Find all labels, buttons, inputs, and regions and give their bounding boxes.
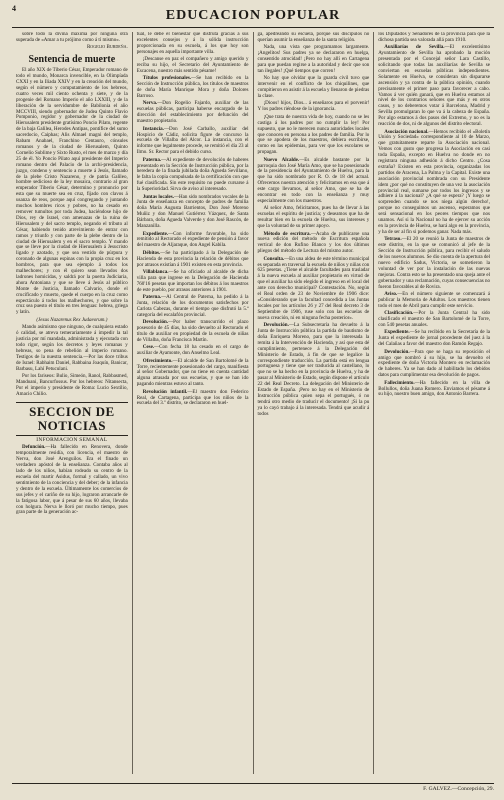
news-item-body: —Al Central de Paterna, ha pedido á la Junta, relación de los documentos satisfechos por Carlota Cabezas, durante el tiempo que disfrutó la 5.ª categoría del escalafón provincial. (136, 294, 249, 318)
news-item-body: —Por la Junta Central ha sido clasificado el maestro de San Bartolomé de la Torre, con 540 pesetas anuales. (378, 310, 490, 328)
page-number: 4 (12, 4, 16, 13)
news-item-head: Clasificación. (384, 310, 414, 317)
news-item-body: —La Subsecretaría ha devuelto á la Junta de Instrucción pública la partida de bautismo de doña Enriqueta Moreno, para que la interesada la remita á la Intervención de Hacienda, y así que esta dé cumplimiento, pertenece á la Delegación del Ministerio de Estado, á fin de que se legalice la correspondiente traducción. La partida está en lengua portuguesa y tiene que ser traducida al castellano, lo que no se ha hecho en la provincia de Huelva, y ha de pasar al Ministerio de Estado, según dispone el artículo 22 del Real Decreto. La delegación del Ministerio de Estado de España. ¡Pero no hay en el Ministerio de Instrucción pública quien sepa el portugués, ó no tendrá otro medio de traducir el documento! ¡Si la pu ya lo cayó trabajo á la interesada. Tendrá que acudir á todos (257, 322, 370, 417)
column-2 (132, 32, 253, 774)
article-paragraph: Por los fariseos: Bulio, Simeón, Ranol, Rabbasmed, Mandoani, Bancurfossus. Por los hebreos: Nitansecta, Por el imperio y presidente de Roma: Lucio Sextilio, Amacio Chilio. (16, 372, 128, 397)
news-item-body: —Se ha recibido en la Secretaría de la Junta el expediente de jornal procedente del juez á la del Calañas a favor del maestro don Ramón Regajo. (378, 329, 490, 348)
news-item (137, 158, 249, 193)
news-item-body: —Se han recibido en la Sección de Instrucción pública, los títulos de maestros de doña María Manrique Mora y doña Dolores Barroso. (136, 75, 249, 100)
news-item-body: —Es alcalde bastante por la parroquia don José María Amo, que se ha posesionado de la presidencia del Ayuntamiento de Huelva, para la que ha sido nombrado por R. O. de 18 del actual. Ofrecemos nuestra atención y felicitamos en esa que á este cargo llevamos, al señor Amo, que se ha de encontrar en todo con la enseñanza y muy especialmente con los maestros. (257, 156, 370, 204)
news-item-head: Aviso. (384, 290, 398, 297)
masthead-title: EDUCACION POPULAR (12, 8, 494, 28)
news-item-body: —Para que se haga su reposición el amigo que nombró á su hijo, se ha devuelto el expediente de doña Victoria Montero en reclamación de haberes. Ya se han dado al habilitado los debidos datos para cumplimentar esa devolución de pagos. (378, 348, 490, 379)
news-item (378, 330, 490, 348)
footer (12, 783, 494, 794)
article-paragraph: ¡Dioos! hijos, Dios... á enseñaros para el porvenir! Y los padres riéndose de la ignorancia. (257, 100, 370, 113)
news-item (137, 232, 249, 250)
news-item (137, 76, 249, 100)
section-subtitle: INFORMACION SEMANAL (36, 436, 108, 443)
news-item-head: Nuevo Alcalde. (263, 156, 300, 163)
news-item-body: —El 20 se reunió la Junta de maestros de este distrito, en la que se comunicó al jefe de la Sección de Instrucción pública, para recibir el saludo de los nuevos alumnos. Se dio cuenta de la apertura del nuevo edificio Sadus, Victoria, se sometieron la voluntad de ver por la instalación de las nuevas mejoras. Contra esto se ha presentado una queja ante el gobernador y una reclamación, cuyas consecuencias no fueron favorables al de Rovira. (378, 236, 490, 290)
news-item (378, 350, 490, 380)
news-item-body: —Ha fallecido en Renovera, donde temporalmente residía, con licencia, el maestro de Nerva, don José Arenguilos. Era el finado un verdadero apóstol de la enseñanza. Contaba años al lado de los niños, habían rodeado su centro de la escuela del martir Asidus, formal y callado, un vivo sentimiento de la conciencia y del deber; de la infancia y dentro de la escuela. Últimamente los comercios de sus jefes y el cariño de su hijo, lograron arrancarle de la fatigosa labor, que á pesar de sus 60 años, llevaba con holgura. Nerva le lloró por mucho tiempo, pues gran parte de la generación ac- (16, 444, 128, 516)
news-item-head: Paterna. (142, 156, 162, 163)
article-paragraph: No hay que olvidar que la guarda civil tuvo que intervenir en el conflicto de los chiquilines, que compitieron en asistir á la escuela y llenaron de piedras la clase. (257, 75, 370, 100)
news-item (137, 295, 249, 319)
news-item-body: —Al expediente de devolución de haberes presentado en la Sección de Instrucción pública, por la heredera de la finada jubilada doña Agueda Sevillano, le falta la copia compulsada de la certificación con que fué clasificada. Sin este requisito no puede cursarse á la Superioridad. Sirva de aviso al interesado. (136, 156, 249, 193)
news-item-body: —Con fecha 18 ha cesado en el cargo de auxiliar de Ayamonte, don Anselmo Leal. (136, 344, 249, 357)
news-item-body: —Don Rogelio Fajardo, auxiliar de las escuelas públicas, participa haberse encargado de la dirección del establecimiento por defunción del maestro propietario. (136, 100, 249, 125)
news-item (378, 130, 490, 236)
news-item-body: —Hemos recibido el «Boletín Unión y Sociedad» correspondiente al 10 de Marzo, que gratuitamente reparte la Asociación nacional. Vemos con gusto que progresa la Asociación en casi toda España, excepto en Huelva no donde en no registrara ninguna adhesión á dicho Centro. ¿Cosa extraña? Existen en esta provincia, organizadas los partidos de Aracena, La Palma y la Capital. Existe una asociación provincial nombrada con su Presidente idem ¿por qué no constituyen de una vez la asociación provincial real, sumarse por todos los ingresos y se adhiere á la nacional? ¿A qué se espera? ¡Y luego se sorprenden cuando se nos niega algún derecho!, porque no conseguimos un ascenso, esperamos que será sensacional en los peores tiempos que nos unamos. Así si la Nacional no ha de ejercer su acción en la provincia de Huelva, se hará algo en la provincia, y ha de ser al fin si podemos ganar. Nada más. (378, 128, 490, 235)
news-item-head: Consulta. (263, 255, 285, 262)
news-item-head: Devolución. (384, 348, 410, 355)
news-item-body: —Han sido nombrados vocales de la Junta de enseñanza en concepto de padres de familia doña María Augusta Barrientos, Don José Moreno Muñiz y don Manuel Gutiérrez Vázquez, de Santa Bárbara, doña Agueda Valverde y don José Rascón, de Manzanilla. (136, 193, 249, 230)
article-paragraph: ¡Que trata de nuestra vida de hoy, cuando no se les castiga á los padres por no cumplir la ley! Por supuesto, que no le merecen nunca autoridades locales que conocen en persona a los padres de familia. Por lo que se apodera de los maestros, debiera escribirse, como en las epidemias, para ver que los escolares se propagan. (257, 113, 370, 156)
article-paragraph: El año XIX de Tiberio César, Emperador romano de todo el mundo, Monarca invencible, en la Olimpíada CXXI y en la Iliada XXIV y en la creación del mundo, según el número y computamiento de los hebreos, cuatro veces mil ciento ochenta y siete, y de la progenie del Romano Imperio el año LXXIII, y de la liberación de la servidumbre de Babilonia el año MCCVIII, siendo gobernador de Judea Quinto Flavio Pomponio, regidor y gobernador de la ciudad de Hierusalem presidente gratísimo Poncio Pilato, regente de la baja Galilea, Herodes Antipas, pontífice del sumo sacerdocio, Caiphas; Alis Almael magni del templo, Rabam Anabael, Franchino Centauro, cónsules romanos y de la ciudad de Hierusalem, Quinto Cornelio Sublime y Sixto Rusto, el mes de marzo y día 25 de él. Yo Poncio Pilato aquí presidente del Imperio romano dentro del Palacio de la archi-presidencia, juzgo, condeno y sentencio a muerte á Jesús, llamado de la plebe Cristo Nazareno, y de patria Galileo, hombre sedicioso de la ley mosaica, contrario al gran emperador Tiberio César, determino y pronuncio por esta que su muerte sea en cruz, fijado con clavos á usanza de reos, porque aquí congregando y juntando muchos hombres ricos y pobres, no ha cesado en remover tumultos por toda Judea, haciéndose hijo de Dios, rey de Israel, con amenazas de la ruina de Hierusalem y del sacro templo, negando el tributo al César, habiendo tenido atrevimiento de entrar con ramos y triunfo y con parte de la plebe dentro de la ciudad de Hierusalem y en el sacro templo. Y mando que se lleve por la ciudad de Hierusalem á Jesucristo ligado y azotado, y que sea vestido de púrpura y coronado de algunas espinas con la propia cruz en los hombros, para que sea ejemplo á todos los malhechores; y con él quiero sean llevados dos ladrones homicidas, y saldrá por la puerta Judiciaria, ahora Antoniana y que se lleve á Jesús al público Monte de Justicia, llamado Calvario, donde el crucificado y muerto, quede el cuerpo en la cruz como espectáculo á todos los malhechores, y que sobre la cruz sea puesto el título en tres lenguas: hebrea, griega y latín. (16, 67, 128, 316)
news-item-body: —En una aldea de este término municipal es separada en traversal la escuela de niños y niñas con 625 pesetas. ¿Tiene el alcalde facultades para trasladar á la nueva escuela al auxiliar propietario en virtud de que el auxiliar ha sido elegido el ingreso en el local del ante con derecho municipal? Contestación. No, según el Real orden de 23 de Noviembre de 1906 dice: «Considerando que la facultad concedida a las Juntas locales por los artículos 26 y 27 del Real decreto 3 de Septiembre de 1906, ruse solo con las escuelas de nueva creación, ni en ninguna fecha posterior». (257, 255, 370, 321)
news-item-head: Método de escritura. (263, 230, 311, 237)
news-item (137, 127, 249, 157)
news-item (137, 270, 249, 294)
news-item-head: Títulos profesionales. (142, 75, 192, 82)
article-paragraph: Mando asímismo que ninguno, de cualquiera estado ó calidad, se atreva temerariamente á impedir la tal justicia por mí mandada, administrada y ejecutada con todo rigor, según los decretos y leyes romanas y hebreas, so pena de rebelión al imperio romano. Testigos de la nuestra sentencia.—Por las doce tribus de Israel: Rabhaim Daniel, Rabbaina Joaquín, Banicar, Barbasu, Lahí Petuculani. (16, 324, 128, 372)
news-item-head: Instancia. (142, 125, 164, 132)
news-item (378, 45, 490, 128)
news-item-head: Ofrecimiento. (142, 357, 173, 364)
news-item-head: Tetraso. (384, 236, 402, 243)
author-signature: Rogelio Burdeña. (86, 44, 128, 51)
column-1 (12, 32, 132, 774)
news-item-head: Nerva. (142, 100, 158, 107)
news-item-head: Paterna. (142, 294, 162, 301)
news-item-body: —Don José Carballo, auxiliar del Hospicio de Cádiz, solicita figure de concurso la escuela de Villalba del Alcor. La instancia, con el informe que legalmente procede, se remitió el día 23 al Ilmo. Sr. Rector para el debido curso. (136, 125, 249, 156)
news-item-head: Auxiliarías de Sevilla. (384, 44, 445, 51)
news-item (137, 195, 249, 230)
news-item-body: —En el número siguiente se comenzará á publicar la Memoria de Adultos. Los maestros tienen todo el mes de Abril para cumplir este servicio. (378, 290, 490, 309)
news-item-body: —El excelentísimo Ayuntamiento de Sevilla ha aprobado la moción presentada por el Concejal señor Lara Castillo, solicitando que todas las auxiliarías de Sevilla se conviertan en escuelas públicas independientes. Solamente en Huelva, se consideran sin dispararse ascensión y ya contra de la pública opinión, cuando precisamente el primer paso para favorecer a cabo. Vamos á ver quién ganará, que en Huelva estamos al nivel de los contrarios señores que más y en otros casos, y no deberemos votar á Barcelona, Madrid y Sevilla promulgaran lo que va á la cabeza de España. Por algo estamos á dos pasos del Extremo, y no es la reacción de dos, ni de algunos del distrito electoral. (378, 44, 491, 128)
news-item-body: —El maestro don Federico Real, de Cartagena, participa que los niños de la escuela del 3.º distrito, se declararon en huel- (136, 388, 249, 407)
news-item (378, 311, 490, 329)
news-item-head: Expediente. (142, 230, 169, 237)
intro-paragraph: sobre todo la divina máxima por ninguna otra superada de «Amar a tu prójimo como á tí mismo». (16, 32, 128, 43)
news-item-head: Devolución. (263, 322, 289, 329)
news-item-head: Débitos. (142, 249, 161, 256)
news-item-body: —El alcalde de San Bartolomé de la Torre, recientemente posesionado del cargo, manifiesta al señor Gobernador, que no tiene en cuenta cantidad alguna atrasada por sus escuelas, y que se han ido pagando mientras estuvo al tanto. (136, 357, 249, 388)
news-item-head: Expediente. (384, 329, 410, 336)
section-banner: SECCION DE NOTICIAS (16, 402, 128, 436)
news-item-body: —Acaba de publicarse una nueva edición del método de Escritura española vertical de don Rufino Blanco y los dos últimos pliegos del método de Lectura del mismo autor. (257, 230, 370, 255)
article-paragraph: ga, apedreando su escuela, porque sus discípulos no querían asumir la enseñanza de la santa religión. (257, 32, 370, 43)
news-item (137, 345, 249, 357)
news-item-head: Asociación nacional. (384, 128, 429, 135)
news-item-body: —Por haber transcurrido el plazo posesorio de 45 días, ha sido devuelto al Rectorado el título de auxiliar en propiedad de la escuela de niñas de Villalba, doña Francisca Martín. (136, 319, 249, 343)
news-item (258, 257, 370, 322)
news-item-head: Fallecimiento. (384, 379, 415, 386)
article-paragraph: tual, le debe el bienestar que disfruta gracias á sus excelentes consejos y á la sólida instrucción proporcionada en su escuela, á los que hoy son personajes en aquella importante villa. (136, 32, 249, 55)
news-item-head: Juntas locales. (142, 193, 174, 200)
news-item (137, 320, 249, 344)
news-item (258, 232, 370, 256)
latin-inscription: (Jesus Nazarenus Rex Judaeorum.) (36, 316, 108, 323)
article-paragraph: los Diputados y Senadores de la provincia para que la dichosa partida sea valorada allá para 1910. (378, 32, 490, 43)
news-item (258, 158, 370, 205)
news-item (258, 323, 370, 418)
article-title: Sentencia de muerte (28, 54, 116, 66)
news-item (16, 445, 128, 516)
news-item-head: Villablanca. (142, 268, 169, 275)
printer-imprint: F. GALVEZ.—Concepción, 29. (423, 786, 494, 792)
news-item-body: —Con informe favorable, ha sido remitido al Rectorado el expediente de pensión á favor del maestro de Aljaraque, don Angel Kabila. (136, 230, 249, 249)
news-item-head: Revolución infantil. (142, 388, 188, 395)
article-paragraph: ¡Descanse en paz el compañero y amigo querido y reciba su hijo, el Secretario del Ayuntamiento de Escacena, nuestro más sentido pésame! (136, 56, 249, 74)
columns (12, 32, 494, 774)
news-item-body: —Se ha oficiado al alcalde de dicha villa para que ingrese en la Delegación de Hacienda 760'16 pesetas que importan los débitos á los maestros de este pueblo, por atrasos anteriores á 1901. (136, 268, 249, 293)
news-item (378, 237, 490, 290)
news-item (137, 359, 249, 389)
news-item-head: Cese. (142, 344, 155, 351)
news-item-body: —Se ha participado á la Delegación de Hacienda de esta provincia la relación de débitos que por atrasos existían á 1901 existen en esta provincia. (136, 249, 249, 268)
news-item (137, 390, 249, 408)
article-paragraph: Nada, una vista que programamos largamente. ¡Angelitos! Sus padres ya se declararon en huelga, consentido atrocidad! ¡Pero no hay allí en Cartagena para que puedan regirse a la autoridad y decir que son tan ilegales! ¡Qué tiempos que corren! (257, 44, 370, 74)
news-item (137, 251, 249, 269)
news-item (378, 292, 490, 310)
news-item (137, 101, 249, 125)
column-3 (253, 32, 374, 774)
news-item-head: Devolución. (142, 319, 169, 326)
news-item-body: —Ha fallecido en la villa de Bollullos, doña Juana Romero. Enviamos el pésame á su hijo, nuestro buen amigo, don Antonio Barrera. (378, 379, 490, 398)
news-item (378, 381, 490, 399)
column-4 (373, 32, 494, 774)
news-item-head: Defunción. (22, 444, 46, 451)
article-paragraph: Al señor Amo, felicitamos, pues ha de llevar á las escuelas el espíritu de justicia; y deseamos que ha de resultar bien en la escuela de Huelva, sus intereses y que la voluntad de su primer apoyo. (257, 205, 370, 230)
